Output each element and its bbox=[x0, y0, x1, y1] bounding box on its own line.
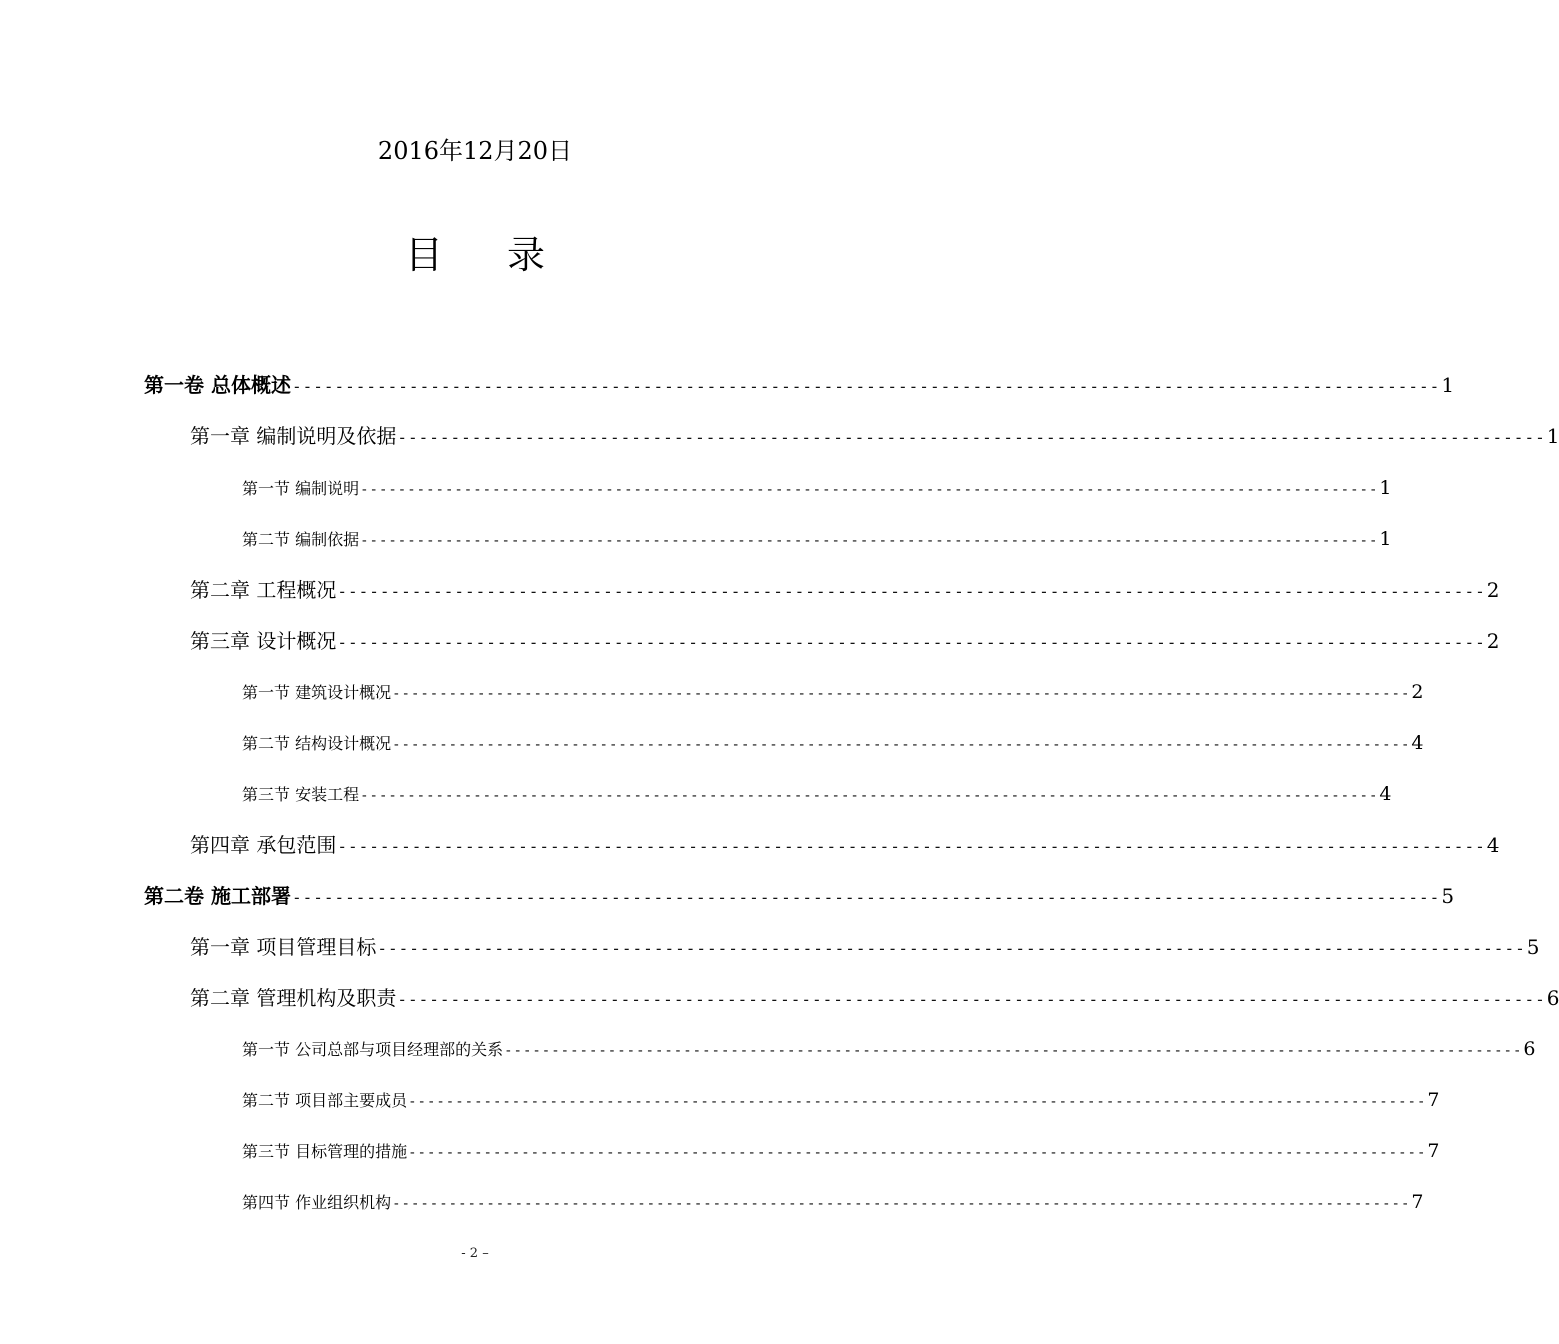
toc-entry-section[interactable] bbox=[242, 1077, 1440, 1123]
toc-entry-page: 2 bbox=[1486, 578, 1500, 602]
page-number-footer: - 2 – bbox=[461, 1246, 489, 1261]
toc-entry-label: 第二卷 施工部署 bbox=[144, 884, 291, 908]
toc-leader: ------------------------------------------------------------------------------------------------------------ bbox=[392, 1196, 1411, 1212]
toc-leader: ------------------------------------------------------------------------------------------------------------ bbox=[360, 533, 1379, 549]
toc-entry-label: 第一节 建筑设计概况 bbox=[242, 683, 392, 702]
toc-entry-section[interactable] bbox=[242, 1179, 1424, 1225]
toc-entry-volume-2[interactable] bbox=[144, 873, 1455, 919]
document-date: 2016年12月20日 bbox=[377, 137, 573, 165]
toc-entry-page: 4 bbox=[1411, 732, 1424, 754]
toc-leader: ------------------------------------------------------------------------------------------------------------ bbox=[360, 482, 1379, 498]
toc-entry-section[interactable] bbox=[242, 516, 1392, 562]
toc-entry-label: 第二章 工程概况 bbox=[190, 578, 337, 602]
toc-entry-chapter[interactable] bbox=[190, 618, 1500, 664]
toc-entry-chapter[interactable] bbox=[190, 975, 1559, 1021]
toc-entry-volume-1[interactable] bbox=[144, 362, 1455, 408]
toc-entry-page: 1 bbox=[1379, 477, 1392, 499]
toc-leader: ------------------------------------------------------------------------------------------------------------ bbox=[360, 788, 1379, 804]
toc-entry-section[interactable] bbox=[242, 465, 1392, 511]
toc-entry-page: 7 bbox=[1427, 1089, 1440, 1111]
toc-entry-label: 第三节 目标管理的措施 bbox=[242, 1142, 408, 1161]
toc-entry-section[interactable] bbox=[242, 1026, 1536, 1072]
toc-entry-page: 6 bbox=[1523, 1038, 1536, 1060]
toc-entry-chapter[interactable] bbox=[190, 413, 1559, 459]
toc-entry-label: 第二节 编制依据 bbox=[242, 530, 360, 549]
toc-leader: ------------------------------------------------------------------------------------------------------------ bbox=[397, 428, 1546, 447]
toc-entry-label: 第一卷 总体概述 bbox=[144, 373, 291, 397]
toc-entry-label: 第四章 承包范围 bbox=[190, 833, 337, 857]
toc-leader: ------------------------------------------------------------------------------------------------------------ bbox=[291, 377, 1441, 396]
toc-entry-label: 第三章 设计概况 bbox=[190, 629, 337, 653]
toc-entry-chapter[interactable] bbox=[190, 822, 1500, 868]
toc-entry-page: 7 bbox=[1427, 1140, 1440, 1162]
toc-title: 目 录 bbox=[404, 233, 572, 277]
toc-entry-chapter[interactable] bbox=[190, 924, 1540, 970]
toc-entry-page: 1 bbox=[1546, 424, 1559, 448]
toc-entry-page: 4 bbox=[1379, 783, 1392, 805]
toc-leader: ------------------------------------------------------------------------------------------------------------ bbox=[408, 1145, 1427, 1161]
toc-leader: ------------------------------------------------------------------------------------------------------------ bbox=[397, 990, 1546, 1009]
toc-entry-section[interactable] bbox=[242, 1128, 1440, 1174]
toc-entry-label: 第一章 项目管理目标 bbox=[190, 935, 377, 959]
toc-leader: ------------------------------------------------------------------------------------------------------------ bbox=[504, 1043, 1523, 1059]
toc-entry-page: 2 bbox=[1411, 681, 1424, 703]
toc-leader: ------------------------------------------------------------------------------------------------------------ bbox=[392, 686, 1411, 702]
toc-entry-label: 第三节 安装工程 bbox=[242, 785, 360, 804]
toc-entry-section[interactable] bbox=[242, 720, 1424, 766]
toc-entry-label: 第一章 编制说明及依据 bbox=[190, 424, 397, 448]
toc-leader: ------------------------------------------------------------------------------------------------------------ bbox=[337, 582, 1486, 601]
toc-leader: ------------------------------------------------------------------------------------------------------------ bbox=[377, 939, 1526, 958]
toc-leader: ------------------------------------------------------------------------------------------------------------ bbox=[291, 888, 1441, 907]
toc-entry-page: 1 bbox=[1441, 373, 1455, 397]
toc-entry-page: 2 bbox=[1486, 629, 1500, 653]
toc-entry-page: 5 bbox=[1526, 935, 1540, 959]
toc-leader: ------------------------------------------------------------------------------------------------------------ bbox=[337, 633, 1486, 652]
toc-entry-page: 1 bbox=[1379, 528, 1392, 550]
toc-entry-label: 第二章 管理机构及职责 bbox=[190, 986, 397, 1010]
toc-entry-page: 4 bbox=[1486, 833, 1500, 857]
toc-entry-label: 第一节 编制说明 bbox=[242, 479, 360, 498]
toc-entry-label: 第四节 作业组织机构 bbox=[242, 1193, 392, 1212]
toc-entry-section[interactable] bbox=[242, 771, 1392, 817]
toc-entry-label: 第一节 公司总部与项目经理部的关系 bbox=[242, 1040, 504, 1059]
toc-entry-chapter[interactable] bbox=[190, 567, 1500, 613]
toc-entry-page: 6 bbox=[1546, 986, 1559, 1010]
toc-entry-page: 5 bbox=[1441, 884, 1455, 908]
toc-entry-page: 7 bbox=[1411, 1191, 1424, 1213]
toc-leader: ------------------------------------------------------------------------------------------------------------ bbox=[408, 1094, 1427, 1110]
toc-leader: ------------------------------------------------------------------------------------------------------------ bbox=[337, 837, 1486, 856]
toc-entry-section[interactable] bbox=[242, 669, 1424, 715]
toc-leader: ------------------------------------------------------------------------------------------------------------ bbox=[392, 737, 1411, 753]
toc-entry-label: 第二节 结构设计概况 bbox=[242, 734, 392, 753]
toc-entry-label: 第二节 项目部主要成员 bbox=[242, 1091, 408, 1110]
